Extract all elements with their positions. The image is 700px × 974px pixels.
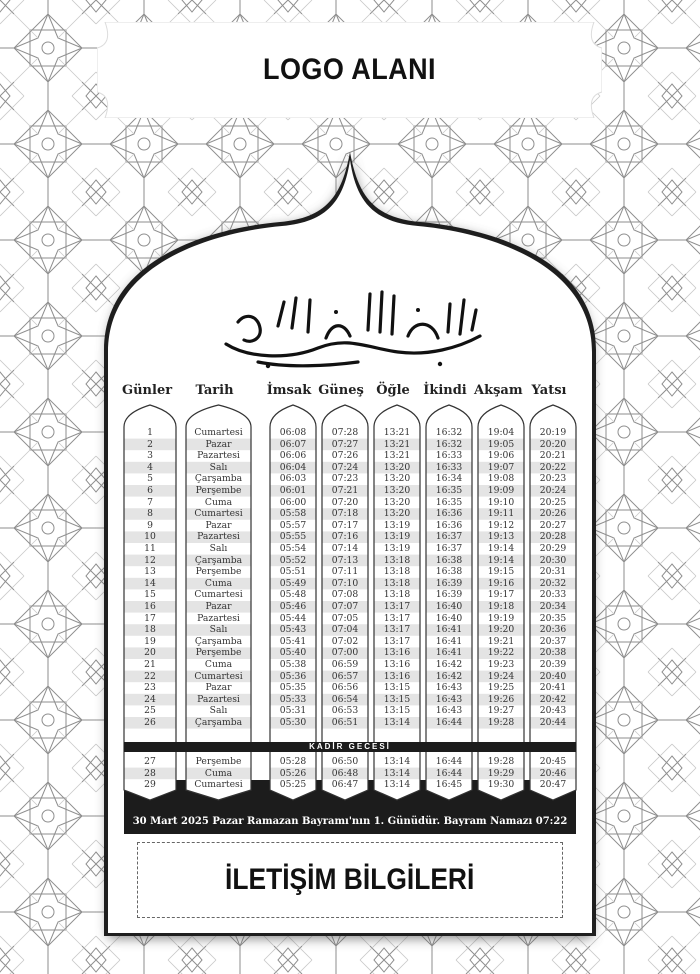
table-cell: 20:23 (539, 473, 567, 485)
table-cell: 13:15 (383, 705, 411, 717)
table-cell: Pazar (205, 438, 232, 450)
table-cell: 20:34 (539, 601, 567, 612)
table-cell: 13:19 (383, 519, 411, 531)
table-row (124, 450, 576, 462)
contact-info-text: İLETİŞİM BİLGİLERİ (225, 863, 475, 896)
table-cell: 16:35 (435, 496, 463, 508)
table-cell: Salı (209, 461, 228, 473)
table-cell: 13:19 (383, 531, 411, 543)
table-cell: 16:43 (435, 693, 463, 705)
table-cell: 19:18 (487, 601, 515, 612)
table-cell: 20:29 (539, 543, 567, 554)
table-row (124, 508, 576, 520)
table-cell: 13:18 (383, 577, 411, 589)
table-cell: 13:14 (383, 756, 411, 767)
header-gunler: Günler (122, 383, 173, 398)
table-cell: 16:32 (435, 438, 463, 450)
table-cell: Pazartesi (197, 693, 240, 705)
table-cell: 05:33 (279, 693, 307, 705)
table-cell: Cuma (204, 577, 233, 589)
table-cell: 06:47 (331, 779, 359, 791)
table-cell: 24 (144, 693, 156, 705)
table-row (124, 543, 576, 555)
table-cell: 07:26 (331, 450, 359, 462)
table-cell: Perşembe (195, 566, 242, 578)
table-row (124, 768, 576, 780)
table-cell: 16:38 (435, 554, 463, 566)
table-cell: 19:25 (487, 682, 515, 694)
table-cell: Pazar (205, 601, 232, 612)
table-cell: 13:20 (383, 485, 411, 496)
table-cell: 13:18 (383, 566, 411, 578)
table-cell: 16:33 (435, 461, 463, 473)
table-cell: 16:42 (435, 670, 463, 682)
table-row (124, 473, 576, 485)
table-cell: 05:55 (279, 531, 307, 543)
table-row (124, 497, 576, 509)
table-row (124, 462, 576, 474)
table-cell: 13:16 (383, 659, 411, 670)
table-cell: Cuma (204, 659, 233, 670)
table-cell: 20:39 (539, 659, 567, 670)
table-cell: Cumartesi (194, 670, 243, 682)
table-cell: 07:13 (331, 554, 359, 566)
table-cell: 10 (144, 531, 156, 543)
table-cell: 20:32 (539, 577, 567, 589)
table-cell: 27 (144, 756, 156, 767)
table-cell: 13:21 (383, 427, 411, 438)
table-cell: 20:27 (539, 519, 567, 531)
table-cell: 1 (147, 427, 153, 438)
table-cell: 07:11 (331, 566, 359, 578)
table-cell: 19:05 (487, 438, 515, 450)
table-cell: 16:33 (435, 450, 463, 462)
table-row (124, 705, 576, 717)
table-cell: 19:22 (487, 647, 515, 659)
table-cell: 20:28 (539, 531, 567, 543)
table-cell: 19:20 (487, 624, 515, 636)
table-cell: 20:19 (539, 427, 567, 438)
table-cell: 13:20 (383, 461, 411, 473)
table-cell: 07:14 (331, 543, 359, 554)
table-cell: 13:15 (383, 682, 411, 694)
table-cell: 16:36 (435, 508, 463, 520)
table-cell: 05:28 (279, 756, 307, 767)
table-cell: 07:24 (331, 461, 359, 473)
table-cell: 19:30 (487, 779, 515, 791)
table-cell: 06:54 (331, 693, 359, 705)
table-cell: 6 (147, 485, 153, 496)
bottom-note: 30 Mart 2025 Pazar Ramazan Bayramı'nın 1. Günüdür. Bayram Namazı 07:22 (132, 816, 568, 827)
table-cell: 14 (144, 577, 156, 589)
table-cell: 20:24 (539, 485, 567, 496)
table-cell: 05:46 (279, 601, 307, 612)
table-cell: 16:34 (435, 473, 463, 485)
table-cell: 16:44 (435, 767, 463, 779)
table-cell: 20:36 (539, 624, 567, 636)
table-cell: 16:41 (435, 624, 463, 636)
table-cell: 16:38 (435, 566, 463, 578)
table-cell: 13 (144, 566, 156, 578)
table-cell: 19:08 (487, 473, 515, 485)
table-cell: 06:03 (279, 473, 307, 485)
table-cell: 16 (144, 601, 156, 612)
table-cell: 05:35 (279, 682, 307, 694)
table-cell: 19:28 (487, 717, 515, 728)
table-cell: 20:40 (539, 670, 567, 682)
table-cell: Cumartesi (194, 427, 243, 438)
table-cell: 05:36 (279, 670, 307, 682)
table-cell: 16:41 (435, 647, 463, 659)
table-cell: 06:08 (279, 427, 307, 438)
header-ikindi: İkindi (423, 383, 467, 398)
table-cell: Çarşamba (194, 635, 243, 647)
table-cell: 05:48 (279, 589, 307, 601)
table-cell: 06:56 (331, 682, 359, 694)
table-row (124, 578, 576, 590)
table-cell: Pazartesi (197, 450, 240, 462)
table-cell: 19:14 (487, 554, 515, 566)
table-cell: 07:00 (331, 647, 359, 659)
table-cell: 20:43 (539, 705, 567, 717)
table-cell: 13:19 (383, 543, 411, 554)
table-cell: 20:46 (539, 767, 567, 779)
table-cell: 16:43 (435, 705, 463, 717)
table-cell: Cumartesi (194, 589, 243, 601)
table-cell: 05:25 (279, 779, 307, 791)
table-cell: 16:39 (435, 577, 463, 589)
table-cell: 20:20 (539, 438, 567, 450)
header-gunes: Güneş (318, 383, 364, 398)
table-cell: 28 (144, 767, 156, 779)
header-yatsi: Yatsı (531, 383, 567, 398)
table-row (124, 779, 576, 791)
table-cell: 22 (144, 670, 156, 682)
table-cell: 13:17 (383, 612, 411, 624)
table-row (124, 624, 576, 636)
kadir-gecesi-band: KADİR GECESİ (124, 742, 576, 752)
table-cell: 16:35 (435, 485, 463, 496)
table-cell: 16:44 (435, 756, 463, 767)
table-cell: Pazartesi (197, 612, 240, 624)
table-row (124, 589, 576, 601)
table-cell: 2 (147, 438, 153, 450)
table-cell: 19:07 (487, 461, 515, 473)
table-cell: 07:07 (331, 601, 359, 612)
table-cell: 13:17 (383, 601, 411, 612)
table-cell: 13:14 (383, 767, 411, 779)
table-cell: 19:10 (487, 496, 515, 508)
table-cell: 19:15 (487, 566, 515, 578)
table-cell: 19:14 (487, 543, 515, 554)
table-cell: Cumartesi (194, 779, 243, 791)
table-cell: 5 (147, 473, 153, 485)
table-cell: 05:26 (279, 767, 307, 779)
table-cell: 05:49 (279, 577, 307, 589)
table-cell: 4 (147, 461, 153, 473)
table-cell: 05:57 (279, 519, 307, 531)
table-cell: 05:52 (279, 554, 307, 566)
table-cell: 16:41 (435, 635, 463, 647)
table-cell: 19:16 (487, 577, 515, 589)
table-cell: 07:18 (331, 508, 359, 520)
table-cell: 16:44 (435, 717, 463, 728)
table-cell: Pazar (205, 519, 232, 531)
table-cell: 16:39 (435, 589, 463, 601)
table-cell: 06:51 (331, 717, 359, 728)
table-cell: 25 (144, 705, 156, 717)
table-cell: 20:45 (539, 756, 567, 767)
table-cell: 20:31 (539, 566, 567, 578)
table-cell: 20:26 (539, 508, 567, 520)
table-cell: Perşembe (195, 485, 242, 496)
table-cell: 19:27 (487, 705, 515, 717)
table-cell: Cumartesi (194, 508, 243, 520)
table-cell: 29 (144, 779, 156, 791)
table-cell: 13:17 (383, 635, 411, 647)
table-cell: Pazar (205, 682, 232, 694)
header-tarih: Tarih (195, 383, 234, 398)
table-cell: 8 (147, 508, 153, 520)
table-cell: Cuma (204, 496, 233, 508)
table-cell: 06:53 (331, 705, 359, 717)
table-cell: 18 (144, 624, 156, 636)
table-cell: 20:41 (539, 682, 567, 694)
table-cell: 13:21 (383, 438, 411, 450)
table-cell: 20:30 (539, 554, 567, 566)
table-cell: 19:29 (487, 767, 515, 779)
table-cell: Salı (209, 705, 228, 717)
table-cell: 13:20 (383, 473, 411, 485)
table-cell: 19:23 (487, 659, 515, 670)
table-cell: 19:11 (487, 508, 515, 520)
table-cell: 11 (144, 543, 156, 554)
table-cell: 07:02 (331, 635, 359, 647)
table-row (124, 485, 576, 497)
table-cell: 06:57 (331, 670, 359, 682)
table-cell: Cuma (204, 767, 233, 779)
table-cell: 19:09 (487, 485, 515, 496)
table-cell: 13:18 (383, 554, 411, 566)
table-cell: 19:19 (487, 612, 515, 624)
header-imsak: İmsak (266, 383, 312, 398)
table-cell: 05:40 (279, 647, 307, 659)
table-cell: 13:14 (383, 779, 411, 791)
table-cell: 26 (144, 717, 156, 728)
table-cell: Salı (209, 624, 228, 636)
table-cell: 19:12 (487, 519, 515, 531)
table-cell: 07:23 (331, 473, 359, 485)
table-cell: 05:30 (279, 717, 307, 728)
table-row (124, 439, 576, 451)
table-row (124, 555, 576, 567)
table-cell: 20:35 (539, 612, 567, 624)
table-cell: 23 (144, 682, 156, 694)
table-cell: 20:25 (539, 496, 567, 508)
table-cell: 16:32 (435, 427, 463, 438)
table-row (124, 613, 576, 625)
table-cell: 05:38 (279, 659, 307, 670)
table-cell: 7 (147, 496, 153, 508)
table-cell: Perşembe (195, 647, 242, 659)
table-cell: 13:20 (383, 508, 411, 520)
table-cell: 19:06 (487, 450, 515, 462)
table-cell: 05:44 (279, 612, 307, 624)
table-cell: 20:37 (539, 635, 567, 647)
table-row (124, 682, 576, 694)
table-cell: 17 (144, 612, 156, 624)
header-aksam: Akşam (474, 383, 523, 398)
table-row (124, 566, 576, 578)
table-cell: 05:51 (279, 566, 307, 578)
table-cell: 13:21 (383, 450, 411, 462)
table-cell: 06:50 (331, 756, 359, 767)
table-cell: 19:21 (487, 635, 515, 647)
table-cell: 07:04 (331, 624, 359, 636)
table-cell: 16:45 (435, 779, 463, 791)
table-cell: 20:42 (539, 693, 567, 705)
table-cell: 16:42 (435, 659, 463, 670)
table-cell: 16:43 (435, 682, 463, 694)
table-cell: 06:59 (331, 659, 359, 670)
table-cell: 13:14 (383, 717, 411, 728)
table-cell: 06:07 (279, 438, 307, 450)
table-cell: Çarşamba (194, 717, 243, 728)
table-cell: 13:15 (383, 693, 411, 705)
table-cell: 16:40 (435, 612, 463, 624)
table-cell: 3 (147, 450, 153, 462)
table-cell: 05:54 (279, 543, 307, 554)
table-cell: Pazartesi (197, 531, 240, 543)
table-cell: 13:17 (383, 624, 411, 636)
table-cell: 20 (144, 647, 156, 659)
table-cell: 13:18 (383, 589, 411, 601)
table-cell: 20:33 (539, 589, 567, 601)
table-cell: 05:31 (279, 705, 307, 717)
table-cell: 19:28 (487, 756, 515, 767)
table-row (124, 694, 576, 706)
table-cell: 07:27 (331, 438, 359, 450)
table-cell: 07:10 (331, 577, 359, 589)
table-cell: 19:04 (487, 427, 515, 438)
table-cell: 13:16 (383, 670, 411, 682)
table-cell: 05:43 (279, 624, 307, 636)
table-cell: Çarşamba (194, 554, 243, 566)
header-ogle: Öğle (376, 383, 410, 398)
table-cell: 07:05 (331, 612, 359, 624)
table-cell: 20:21 (539, 450, 567, 462)
table-cell: 07:21 (331, 485, 359, 496)
table-cell: 19:13 (487, 531, 515, 543)
table-cell: 07:17 (331, 519, 359, 531)
table-row (124, 756, 576, 768)
table-cell: 16:37 (435, 531, 463, 543)
table-cell: 21 (144, 659, 156, 670)
table-cell: 12 (144, 554, 156, 566)
table-cell: 16:36 (435, 519, 463, 531)
table-cell: 05:41 (279, 635, 307, 647)
logo-text: LOGO ALANI (263, 53, 436, 86)
table-cell: 06:06 (279, 450, 307, 462)
table-cell: 07:08 (331, 589, 359, 601)
table-cell: Salı (209, 543, 228, 554)
table-row (124, 659, 576, 671)
table-cell: 15 (144, 589, 156, 601)
table-row (124, 601, 576, 613)
table-cell: 20:47 (539, 779, 567, 791)
table-cell: 19 (144, 635, 156, 647)
table-cell: Perşembe (195, 756, 242, 767)
table-row (124, 636, 576, 648)
table-row (124, 717, 576, 729)
table-cell: 06:48 (331, 767, 359, 779)
table-row (124, 531, 576, 543)
table-cell: 20:22 (539, 461, 567, 473)
table-cell: Çarşamba (194, 473, 243, 485)
table-row (124, 427, 576, 439)
table-row (124, 520, 576, 532)
table-cell: 20:44 (539, 717, 567, 728)
table-cell: 07:28 (331, 427, 359, 438)
table-cell: 16:40 (435, 601, 463, 612)
table-cell: 19:17 (487, 589, 515, 601)
table-cell: 07:20 (331, 496, 359, 508)
contact-info-box (137, 842, 563, 918)
table-cell: 06:01 (279, 485, 307, 496)
table-row (124, 647, 576, 659)
table-cell: 9 (147, 519, 153, 531)
table-cell: 13:20 (383, 496, 411, 508)
table-cell: 07:16 (331, 531, 359, 543)
table-cell: 13:16 (383, 647, 411, 659)
table-cell: 05:58 (279, 508, 307, 520)
table-cell: 19:24 (487, 670, 515, 682)
table-cell: 06:00 (279, 496, 307, 508)
table-cell: 20:38 (539, 647, 567, 659)
table-cell: 06:04 (279, 461, 307, 473)
table-cell: 16:37 (435, 543, 463, 554)
table-row (124, 671, 576, 683)
table-cell: 19:26 (487, 693, 515, 705)
